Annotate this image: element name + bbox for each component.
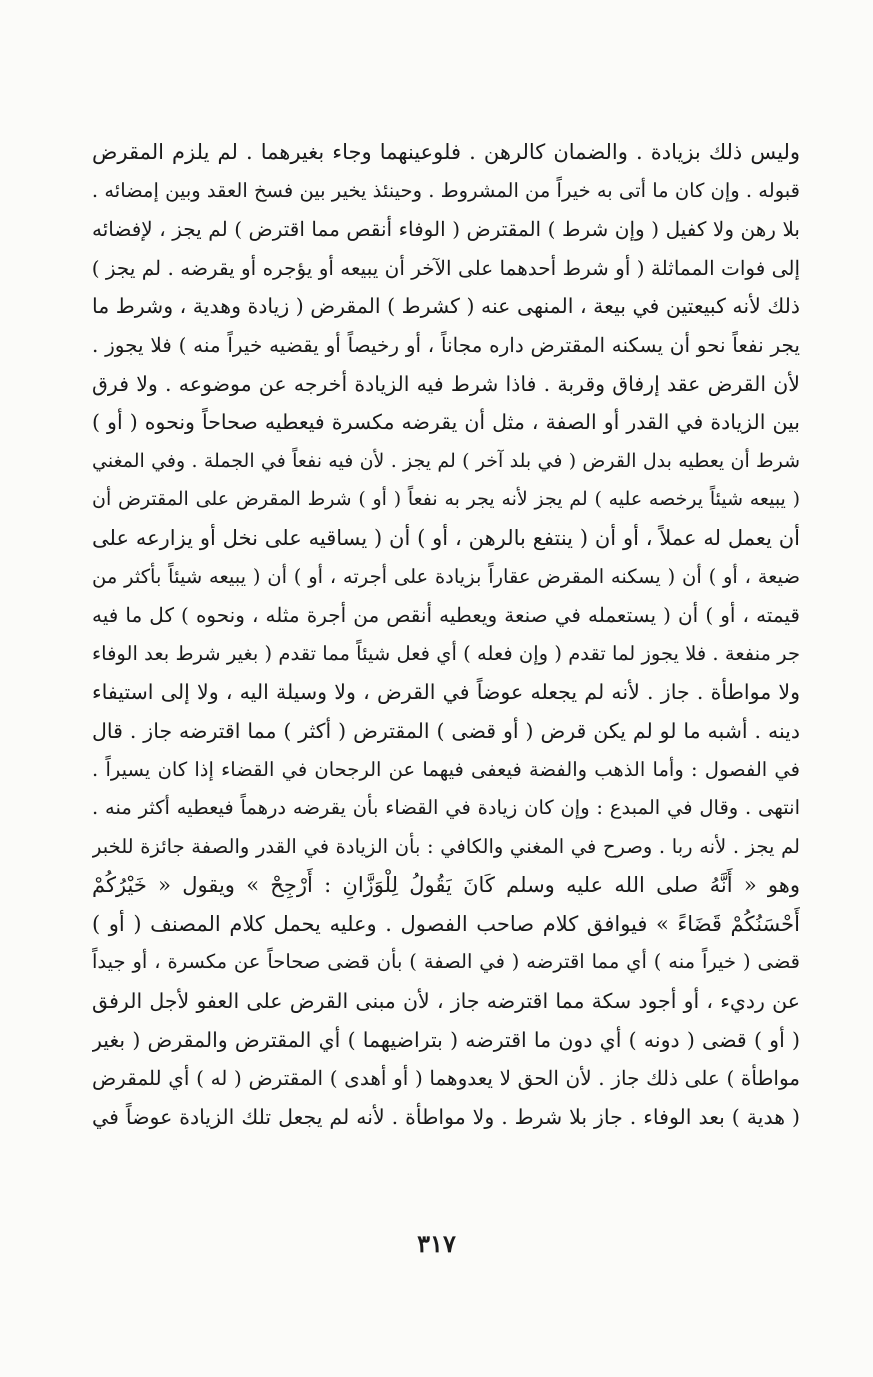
text-line-24: ( أو ) قضى ( دونه ) أي دون ما اقترضه ( بتراضيهما ) أي المقترض والمقرض ( بغير [92,1027,800,1052]
text-line-10: ( يبيعه شيئاً يرخصه عليه ) لم يجز لأنه يجر به نفعاً ( أو ) شرط المقرض على المقترض أن [92,488,800,511]
text-line-21: أَحْسَنُكُمْ قَضَاءً » فيوافق كلام صاحب الفصول . وعليه يحمل كلام المصنف ( أو ) [92,911,800,936]
text-line-25: مواطأة ) على ذلك جاز . لأن الحق لا يعدوهما ( أو أهدى ) المقترض ( له ) أي للمقرض [92,1066,800,1091]
text-line-23: عن رديء ، أو أجود سكة مما اقترضه جاز ، لأن مبنى القرض على العفو لأجل الرفق [92,989,800,1014]
text-line-6: يجر نفعاً نحو أن يسكنه المقترض داره مجاناً ، أو رخيصاً أو يقضيه خيراً منه ) فلا يجوز . [92,332,800,357]
text-line-26: ( هدية ) بعد الوفاء . جاز بلا شرط . ولا مواطأة . لأنه لم يجعل تلك الزيادة عوضاً في [92,1104,800,1129]
body-text [92,133,800,1136]
text-line-13: قيمته ، أو ) أن ( يستعمله في صنعة ويعطيه أنقص من أجرة مثله ، ونحوه ) كل ما فيه [92,603,800,628]
text-line-18: انتهى . وقال في المبدع : وإن كان زيادة في القضاء بأن يقرضه درهماً فيعطيه أكثر منه . [92,796,800,820]
text-line-19: لم يجز . لأنه ربا . وصرح في المغني والكافي : بأن الزيادة في القدر والصفة جائزة للخبر [92,834,800,858]
text-line-14: جر منفعة . فلا يجوز لما تقدم ( وإن فعله ) أي فعل شيئاً مما تقدم ( بغير شرط بعد الوفاء [92,641,800,665]
text-line-9: شرط أن يعطيه بدل القرض ( في بلد آخر ) لم يجز . لأن فيه نفعاً في الجملة . وفي المغني [92,449,800,472]
text-line-2: قبوله . وإن كان ما أتى به خيراً من المشروط . وحينئذ يخير بين فسخ العقد وبين إمضائه . [92,178,800,202]
text-line-12: ضيعة ، أو ) أن ( يسكنه المقرض عقاراً بزيادة على أجرته ، أو ) أن ( يبيعه شيئاً بأكثر من [92,564,800,588]
text-line-17: في الفصول : وأما الذهب والفضة فيعفى فيهما عن الرجحان في القضاء إذا كان يسيراً . [92,757,800,781]
text-line-5: ذلك لأنه كبيعتين في بيعة ، المنهى عنه ( كشرط ) المقرض ( زيادة وهدية ، وشرط ما [92,294,800,319]
text-line-11: أن يعمل له عملاً ، أو أن ( ينتفع بالرهن ، أو ) أن ( يساقيه على نخل أو يزارعه على [92,525,800,550]
text-line-15: ولا مواطأة . جاز . لأنه لم يجعله عوضاً في القرض ، ولا وسيلة اليه ، ولا إلى استيفاء [92,680,800,705]
page-number: ٣١٧ [417,1229,456,1258]
text-line-3: بلا رهن ولا كفيل ( وإن شرط ) المقترض ( الوفاء أنقص مما اقترض ) لم يجز ، لإفضائه [92,217,800,242]
text-line-22: قضى ( خيراً منه ) أي مما اقترضه ( في الصفة ) بأن قضى صحاحاً عن مكسرة ، أو جيداً [92,950,800,974]
text-line-1: وليس ذلك بزيادة . والضمان كالرهن . فلوعينهما وجاء بغيرهما . لم يلزم المقرض [92,140,800,164]
text-line-20: وهو « أَنَّهُ صلى الله عليه وسلم كَانَ يَقُولُ لِلْوَزَّانِ : أَرْجِحْ » ويقول « خَيْرُكُمْ [92,873,800,898]
text-line-8: بين الزيادة في القدر أو الصفة ، مثل أن يقرضه مكسرة فيعطيه صحاحاً ونحوه ( أو ) [92,410,800,435]
text-line-7: لأن القرض عقد إرفاق وقربة . فاذا شرط فيه الزيادة أخرجه عن موضوعه . ولا فرق [92,371,800,396]
text-line-16: دينه . أشبه ما لو لم يكن قرض ( أو قضى ) المقترض ( أكثر ) مما اقترضه جاز . قال [92,718,800,743]
text-line-4: إلى فوات المماثلة ( أو شرط أحدهما على الآخر أن يبيعه أو يؤجره أو يقرضه . لم يجز ) [92,255,800,280]
